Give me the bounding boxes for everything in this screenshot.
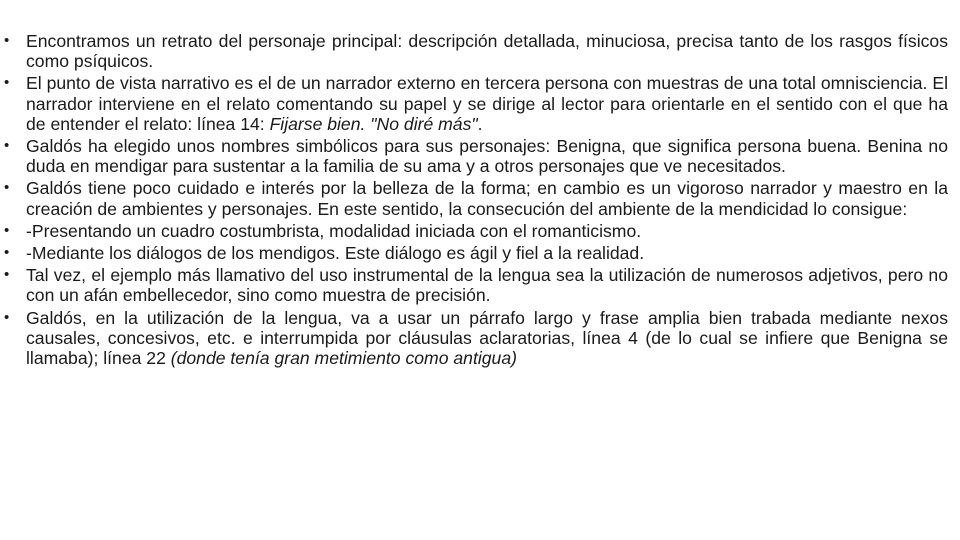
bullet-item-6 (4, 243, 948, 263)
bullet-icon: • (4, 179, 10, 197)
bullet-item-3 (4, 136, 948, 176)
bullet-item-5 (4, 221, 948, 241)
bullet-text: Tal vez, el ejemplo más llamativo del uso instrumental de la lengua sea la utilización de numerosos adjetivos, pero no con un afán embellecedor, sino como muestra de precisión. (26, 265, 948, 306)
bullet-italic-text: (donde tenía gran metimiento como antigua) (170, 348, 517, 369)
bullet-item-4 (4, 178, 948, 218)
bullet-text: -Presentando un cuadro costumbrista, modalidad iniciada con el romanticismo. (26, 220, 642, 241)
bullet-trailing-text: . (477, 113, 483, 134)
bullet-text: Galdós tiene poco cuidado e interés por la belleza de la forma; en cambio es un vigoroso narrador y maestro en la creación de ambientes y personajes. En este sentido, la consecución del ambiente de la mendicidad lo consigue: (26, 178, 948, 219)
bullet-text: El punto de vista narrativo es el de un narrador externo en tercera persona con muestras de una total omnisciencia. El narrador interviene en el relato comentando su papel y se dirige al lector para orientarle en el sentido con el que ha de entender el relato: línea 14: (26, 73, 948, 134)
bullet-icon: • (4, 266, 10, 284)
bullet-text: Galdós ha elegido unos nombres simbólicos para sus personajes: Benigna, que significa persona buena. Benina no duda en mendigar para sustentar a la familia de su ama y a otros personajes que ve necesitados. (26, 136, 948, 177)
bullet-item-1 (4, 31, 948, 71)
bullet-list (4, 31, 948, 370)
bullet-item-7 (4, 265, 948, 305)
bullet-item-8 (4, 308, 948, 369)
bullet-item-2 (4, 73, 948, 134)
bullet-icon: • (4, 244, 10, 262)
bullet-italic-text: Fijarse bien. "No diré más" (269, 113, 478, 134)
bullet-text: Galdós, en la utilización de la lengua, va a usar un párrafo largo y frase amplia bien trabada mediante nexos causales, concesivos, etc. e interrumpida por cláusulas aclaratorias, línea 4 (de lo cual se infiere que Benigna se llamaba); línea 22 (26, 307, 948, 369)
bullet-icon: • (4, 221, 10, 239)
bullet-text: -Mediante los diálogos de los mendigos. Este diálogo es ágil y fiel a la realidad. (26, 243, 645, 264)
bullet-icon: • (4, 74, 10, 92)
bullet-icon: • (4, 32, 10, 49)
bullet-icon: • (4, 137, 10, 155)
bullet-icon: • (4, 308, 10, 326)
bullet-text: Encontramos un retrato del personaje principal: descripción detallada, minuciosa, precisa tanto de los rasgos físicos como psíquicos. (26, 31, 948, 72)
